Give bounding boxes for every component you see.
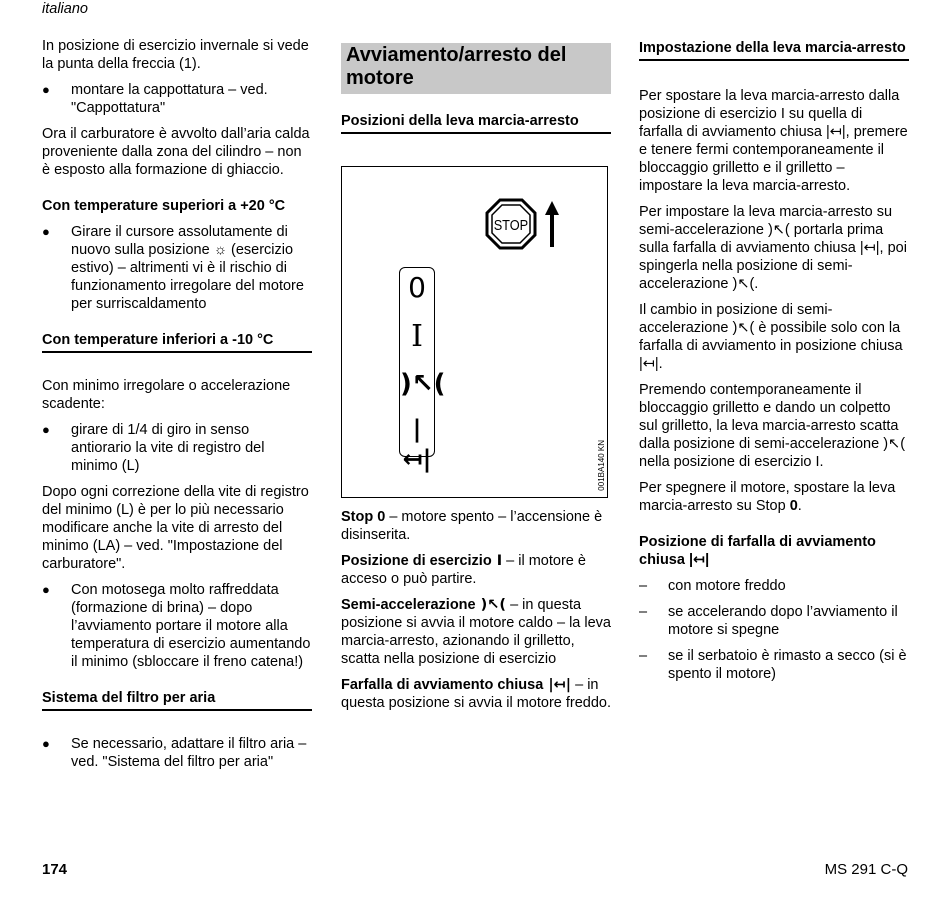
bullet-icon: ● <box>42 224 50 239</box>
half-throttle-symbol-icon: )↖( <box>475 597 507 613</box>
bullet-icon: ● <box>42 582 50 597</box>
list-text: se il serbatoio è rimasto a secco (si è spento il motore) <box>668 648 907 682</box>
term: Posizione di esercizio <box>341 553 492 569</box>
stop-zero: 0 <box>789 498 798 514</box>
list-item <box>639 647 909 683</box>
section-heading: Con temperature inferiori a -10 °C <box>42 331 312 353</box>
bullet-text: Se necessario, adattare il filtro aria – ved. "Sistema del filtro per aria" <box>71 736 307 770</box>
position-run: I <box>411 319 423 354</box>
definition <box>341 508 611 544</box>
column-1 <box>42 37 312 779</box>
paragraph <box>639 479 909 515</box>
paragraph-end: . <box>797 498 802 514</box>
bullet-text: Con motosega molto raffreddata (formazione di brina) – dopo l’avviamento portare il motore alla temperatura di esercizio aumentando il minimo (sbloccare il freno catena!) <box>71 582 311 670</box>
section-heading: Con temperature superiori a +20 °C <box>42 198 286 214</box>
definition <box>341 676 611 712</box>
bullet-text: montare la cappottatura – ved. "Cappottatura" <box>71 82 268 116</box>
paragraph: Ora il carburatore è avvolto dall’aria calda proveniente dalla zona del cilindro – non è esposto alla formazione di ghiaccio. <box>42 126 310 178</box>
list-item <box>639 603 909 639</box>
run-symbol-icon: I <box>491 553 503 569</box>
paragraph: Per spostare la leva marcia-arresto dalla posizione di esercizio I su quella di farfalla di avviamento chiusa |↤|, premere e tenere fermi contemporaneamente il bloccaggio grilletto e il grilletto – impostare la leva marcia-arresto. <box>639 88 908 194</box>
paragraph: Il cambio in posizione di semi-accelerazione )↖( è possibile solo con la farfalla di avviamento in posizione chiusa |↤|. <box>639 302 903 372</box>
paragraph: Con minimo irregolare o accelerazione scadente: <box>42 378 291 412</box>
bullet-item <box>42 81 312 117</box>
bullet-item <box>42 223 312 313</box>
definition-text: – il motore è acceso o può partire. <box>341 553 586 587</box>
position-half-throttle: )↖( <box>400 369 446 399</box>
language-label: italiano <box>42 1 88 17</box>
chapter-title: Avviamento/arresto del motore <box>341 43 611 94</box>
bullet-item <box>42 735 312 771</box>
dash-icon: – <box>639 648 648 664</box>
bullet-item <box>42 421 312 475</box>
paragraph: In posizione di esercizio invernale si vede la punta della freccia (1). <box>42 38 309 72</box>
paragraph: Per impostare la leva marcia-arresto su semi-accelerazione )↖( portarla prima sulla farfalla di avviamento chiusa |↤|, poi spingerla nella posizione di semi-accelerazione )↖(. <box>639 204 907 292</box>
figure-code: 001BA140 KN <box>597 440 606 491</box>
page-number: 174 <box>42 861 68 878</box>
list-text: con motore freddo <box>668 578 786 594</box>
position-choke: |↤| <box>402 415 432 473</box>
term: Stop 0 <box>341 509 386 525</box>
lever-figure <box>341 166 608 498</box>
definition-text: – in questa posizione si avvia il motore caldo – la leva marcia-arresto, azionando il grilletto, scatta nella posizione di esercizio <box>341 597 611 667</box>
section-heading: Posizioni della leva marcia-arresto <box>341 112 611 134</box>
lever-slot <box>399 267 446 473</box>
bullet-item <box>42 581 312 671</box>
dash-icon: – <box>639 578 648 594</box>
position-stop: 0 <box>408 271 426 304</box>
definition <box>341 552 611 588</box>
definition-text: – in questa posizione si avvia il motore freddo. <box>341 677 612 711</box>
paragraph: Premendo contemporaneamente il bloccaggio grilletto e dando un colpetto sul grilletto, la leva marcia-arresto scatta dalla posizione di semi-accelerazione )↖( nella posizione di esercizio I. <box>639 382 906 470</box>
bullet-text: Girare il cursore assolutamente di nuovo sulla posizione ☼ (esercizio estivo) – altrimenti vi è il rischio di funzionamento irregolare del motore per surriscaldamento <box>71 224 304 312</box>
column-2 <box>341 43 611 720</box>
column-3 <box>639 39 909 691</box>
bullet-icon: ● <box>42 82 50 97</box>
term: Farfalla di avviamento chiusa <box>341 677 544 693</box>
dash-icon: – <box>639 604 648 620</box>
stop-label: STOP <box>493 215 529 234</box>
section-heading: Posizione di farfalla di avviamento chiusa |↤| <box>639 534 876 568</box>
list-text: se accelerando dopo l’avviamento il motore si spegne <box>668 604 898 638</box>
bullet-icon: ● <box>42 736 50 751</box>
bullet-icon: ● <box>42 422 50 437</box>
model-name: MS 291 C-Q <box>824 861 908 878</box>
stop-sign-icon <box>485 197 565 258</box>
list-item <box>639 577 909 595</box>
paragraph: Dopo ogni correzione della vite di registro del minimo (L) è per lo più necessario modificare anche la vite di arresto del minimo (LA) – ved. "Impostazione del carburatore". <box>42 484 309 572</box>
choke-symbol-icon: |↤| <box>543 677 572 693</box>
term: Semi-accelerazione <box>341 597 476 613</box>
definition <box>341 596 611 668</box>
definition-text: – motore spento – l’accensione è disinserita. <box>341 509 603 543</box>
paragraph-text: Per spegnere il motore, spostare la leva marcia-arresto su Stop <box>639 480 896 514</box>
section-heading: Sistema del filtro per aria <box>42 689 312 711</box>
section-heading: Impostazione della leva marcia-arresto <box>639 39 909 61</box>
bullet-text: girare di 1/4 di giro in senso antiorario la vite di registro del minimo (L) <box>71 422 265 474</box>
